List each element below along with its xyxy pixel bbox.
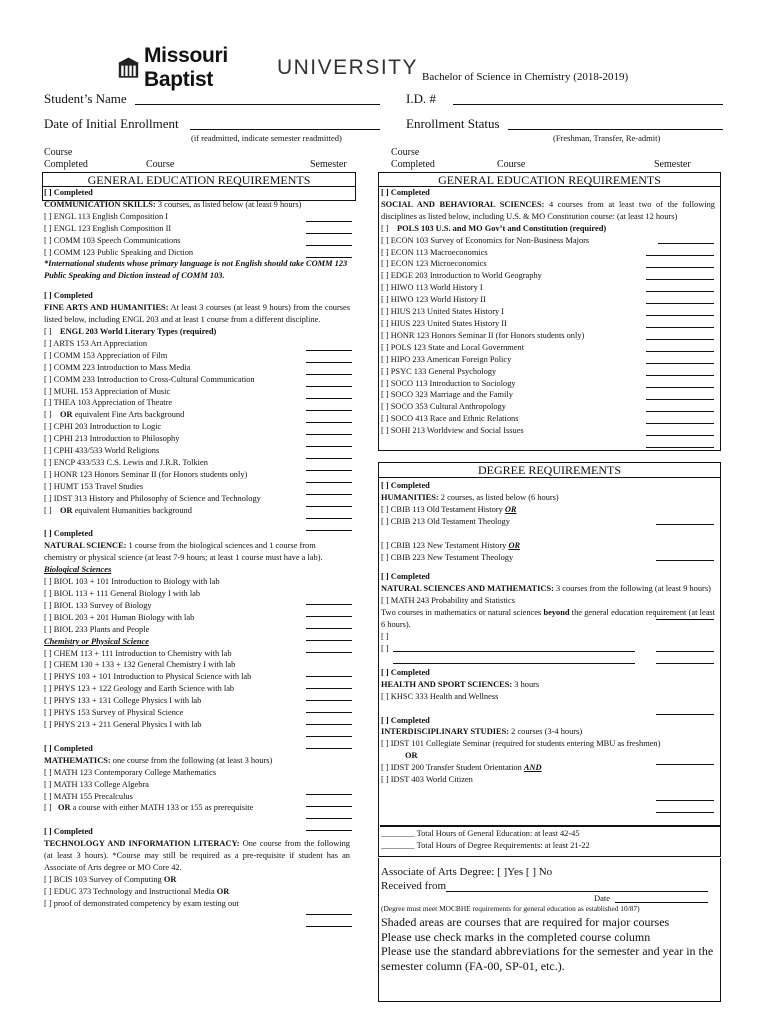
course-item[interactable]: [ ] CBIB 223 New Testament Theology bbox=[381, 552, 514, 562]
course-item[interactable]: [ ] SOCO 413 Race and Ethnic Relations bbox=[381, 414, 519, 424]
student-name-field[interactable] bbox=[135, 92, 380, 105]
semester-blank[interactable] bbox=[656, 619, 714, 620]
course-item[interactable]: [ ] PHYS 153 Survey of Physical Science bbox=[44, 708, 184, 718]
course-item[interactable]: [ ] ENCP 433/533 C.S. Lewis and J.R.R. Tolkien bbox=[44, 457, 208, 467]
course-item[interactable]: [ ] COMM 123 Public Speaking and Diction bbox=[44, 247, 194, 257]
semester-blank[interactable] bbox=[306, 736, 352, 737]
course-item[interactable]: [ ] IDST 403 World Citizen bbox=[381, 775, 473, 785]
or-label: OR bbox=[405, 751, 418, 761]
course-item-required[interactable]: [ ] POLS 103 U.S. and MO Gov’t and Constitution (required) bbox=[381, 223, 607, 233]
semester-blank[interactable] bbox=[306, 688, 352, 689]
semester-blank[interactable] bbox=[306, 926, 352, 927]
course-item[interactable]: [ ] ENGL 123 English Composition II bbox=[44, 223, 172, 233]
semester-blank[interactable] bbox=[306, 748, 352, 749]
course-item-or[interactable]: [ ] OR a course with either MATH 133 or 155 as prerequisite bbox=[44, 803, 254, 813]
comm-heading: COMMUNICATION SKILLS: 3 courses, as listed below (at least 9 hours) bbox=[44, 199, 302, 209]
course-item[interactable]: [ ] HIPO 233 American Foreign Policy bbox=[381, 354, 512, 364]
subsection-label: Biological Sciences bbox=[44, 565, 112, 575]
semester-blank[interactable] bbox=[646, 363, 714, 364]
course-blank[interactable] bbox=[393, 663, 635, 664]
date-label: Date bbox=[594, 893, 611, 903]
interdisciplinary-heading: INTERDISCIPLINARY STUDIES: 2 courses (3-4 hours) bbox=[381, 727, 583, 737]
semester-blank[interactable] bbox=[656, 663, 714, 664]
semester-blank[interactable] bbox=[306, 830, 352, 831]
subsection-label: Chemistry or Physical Science bbox=[44, 636, 149, 646]
logo-text-strong: Missouri Baptist bbox=[143, 44, 228, 91]
semester-blank[interactable] bbox=[646, 423, 714, 424]
semester-blank[interactable] bbox=[306, 640, 352, 641]
semester-blank[interactable] bbox=[306, 233, 352, 234]
nsm-heading: NATURAL SCIENCES AND MATHEMATICS: 3 courses from the following (at least 9 hours) bbox=[381, 584, 711, 594]
totals bbox=[381, 828, 715, 852]
completed-checkbox[interactable]: [ ] Completed bbox=[381, 188, 430, 197]
course-item[interactable]: [ ] CHEM 130 + 133 + 132 General Chemistry I with lab bbox=[44, 660, 236, 670]
humanities-heading: HUMANITIES: 2 courses, as listed below (6 hours) bbox=[381, 492, 559, 502]
date-enroll-field[interactable] bbox=[190, 117, 380, 130]
semester-blank[interactable] bbox=[306, 530, 352, 531]
semester-blank[interactable] bbox=[306, 386, 352, 387]
student-name-label: Student’s Name bbox=[44, 91, 127, 106]
semester-blank[interactable] bbox=[306, 616, 352, 617]
semester-blank[interactable] bbox=[306, 350, 352, 351]
semester-blank[interactable] bbox=[646, 315, 714, 316]
degree-req-header: DEGREE REQUIREMENTS bbox=[378, 462, 721, 477]
gen-ed-header: GENERAL EDUCATION REQUIREMENTS bbox=[42, 172, 356, 187]
course-item[interactable]: [ ] BIOL 103 + 101 Introduction to Biology with lab bbox=[44, 577, 220, 587]
status-field[interactable] bbox=[508, 117, 723, 130]
course-item-or[interactable]: [ ] OR equivalent Fine Arts background bbox=[44, 410, 185, 420]
semester-blank[interactable] bbox=[646, 387, 714, 388]
course-item[interactable]: [ ] IDST 101 Collegiate Seminar (required for students entering MBU as freshmen) bbox=[381, 739, 661, 749]
course-item[interactable]: [ ] HIWO 123 World History II bbox=[381, 295, 486, 305]
semester-blank[interactable] bbox=[306, 398, 352, 399]
total-gen-ed[interactable]: ________ Total Hours of General Education: at least 42-45 bbox=[381, 829, 580, 838]
course-item[interactable]: [ ] PHYS 133 + 131 College Physics I with lab bbox=[44, 696, 202, 706]
status-hint: (Freshman, Transfer, Re-admit) bbox=[553, 133, 661, 143]
completed-checkbox[interactable]: [ ] Completed bbox=[381, 667, 430, 677]
semester-blank[interactable] bbox=[306, 518, 352, 519]
completed-checkbox[interactable]: [ ] Completed bbox=[44, 743, 93, 753]
completed-checkbox[interactable]: [ ] Completed bbox=[381, 572, 430, 582]
course-item[interactable]: [ ] PSYC 133 General Psychology bbox=[381, 366, 497, 376]
left-column bbox=[44, 187, 350, 910]
semester-blank[interactable] bbox=[658, 243, 714, 244]
semester-blank[interactable] bbox=[646, 375, 714, 376]
semester-blank[interactable] bbox=[306, 434, 352, 435]
math-heading: MATHEMATICS: one course from the following (at least 3 hours) bbox=[44, 755, 273, 765]
course-item[interactable]: [ ] KHSC 333 Health and Wellness bbox=[381, 691, 499, 701]
readmit-hint: (if readmitted, indicate semester readmitted) bbox=[191, 133, 342, 143]
completed-checkbox[interactable]: [ ] Completed bbox=[381, 715, 430, 725]
course-item-required[interactable]: [ ] ENGL 203 World Literary Types (required) bbox=[44, 326, 217, 336]
col-head-semester: Semester bbox=[310, 159, 347, 170]
semester-blank[interactable] bbox=[646, 351, 714, 352]
semester-blank[interactable] bbox=[306, 652, 352, 653]
course-item[interactable]: [ ] SOCO 353 Cultural Anthropology bbox=[381, 402, 506, 412]
course-item[interactable]: [ ] BIOL 233 Plants and People bbox=[44, 624, 150, 634]
course-item[interactable]: [ ] HONR 123 Honors Seminar II (for Honors students only) bbox=[381, 330, 585, 340]
course-item[interactable]: [ ] CBIB 213 Old Testament Theology bbox=[381, 516, 510, 526]
semester-blank[interactable] bbox=[306, 494, 352, 495]
semester-blank[interactable] bbox=[306, 482, 352, 483]
semester-blank[interactable] bbox=[306, 245, 352, 246]
semester-blank[interactable] bbox=[306, 362, 352, 363]
associate-degree[interactable]: Associate of Arts Degree: [ ]Yes [ ] No bbox=[381, 866, 553, 878]
semester-blank[interactable] bbox=[646, 411, 714, 412]
course-item[interactable]: [ ] PHYS 123 + 122 Geology and Earth Science with lab bbox=[44, 684, 235, 694]
semester-blank[interactable] bbox=[656, 560, 714, 561]
course-item[interactable]: [ ] proof of demonstrated competency by exam testing out bbox=[44, 898, 239, 908]
course-item[interactable]: [ ] SOHI 213 Worldview and Social Issues bbox=[381, 426, 524, 436]
course-item[interactable]: [ ] COMM 103 Speech Communications bbox=[44, 235, 181, 245]
course-item[interactable]: [ ] HIUS 223 United States History II bbox=[381, 318, 507, 328]
course-item[interactable]: [ ] MUHL 153 Appreciation of Music bbox=[44, 386, 171, 396]
course-item[interactable]: [ ] CPHI 203 Introduction to Logic bbox=[44, 422, 162, 432]
semester-blank[interactable] bbox=[306, 676, 352, 677]
course-item[interactable]: [ ] BIOL 113 + 111 General Biology I with lab bbox=[44, 589, 201, 598]
footer-frame bbox=[378, 858, 721, 1002]
course-item[interactable]: [ ] HIWO 113 World History I bbox=[381, 283, 483, 293]
gen-ed-header: GENERAL EDUCATION REQUIREMENTS bbox=[378, 172, 721, 187]
instruction-line: Shaded areas are courses that are required for major courses bbox=[381, 915, 670, 929]
instruction-line: Please use check marks in the completed course column bbox=[381, 929, 651, 944]
semester-blank[interactable] bbox=[306, 446, 352, 447]
course-item[interactable]: [ ] MATH 133 College Algebra bbox=[44, 779, 149, 789]
course-item[interactable]: [ ] COMM 223 Introduction to Mass Media bbox=[44, 362, 191, 372]
semester-blank[interactable] bbox=[646, 279, 714, 280]
semester-blank[interactable] bbox=[656, 800, 714, 801]
course-item[interactable]: [ ] bbox=[381, 643, 389, 653]
international-note: *International students whose primary language is not English should take COMM 123 Public Speaking and Diction instead of COMM 103. bbox=[44, 259, 348, 281]
course-item[interactable]: [ ] ECON 113 Macroeconomics bbox=[381, 247, 488, 257]
semester-blank[interactable] bbox=[646, 339, 714, 340]
course-item[interactable]: [ ] ENGL 113 English Composition I bbox=[44, 211, 169, 221]
course-item[interactable]: [ ] CPHI 213 Introduction to Philosophy bbox=[44, 434, 180, 444]
received-from-label: Received from bbox=[381, 880, 447, 892]
course-item[interactable]: [ ] ECON 103 Survey of Economics for Non-Business Majors bbox=[381, 235, 590, 245]
university-logo bbox=[118, 44, 418, 91]
mocbhe-note: (Degree must meet MOCBHE requirements for general education as established 10/87) bbox=[381, 904, 640, 913]
date-enroll-label: Date of Initial Enrollment bbox=[44, 116, 179, 131]
semester-blank[interactable] bbox=[646, 435, 714, 436]
col-head-semester: Semester bbox=[654, 159, 691, 170]
course-item[interactable]: [ ] COMM 233 Introduction to Cross-Cultural Communication bbox=[44, 374, 255, 384]
course-item[interactable]: [ ] CHEM 113 + 111 Introduction to Chemistry with lab bbox=[44, 648, 232, 658]
logo-text-light: UNIVERSITY bbox=[276, 56, 418, 79]
right-column-degree bbox=[381, 480, 715, 786]
col-head-course: Course bbox=[497, 159, 526, 170]
course-item[interactable]: [ ] IDST 313 History and Philosophy of Science and Technology bbox=[44, 493, 261, 503]
col-head-completed: Course Completed bbox=[44, 147, 88, 170]
health-heading: HEALTH AND SPORT SCIENCES: 3 hours bbox=[381, 679, 540, 689]
course-item[interactable]: [ ] MATH 155 Precalculus bbox=[44, 791, 133, 801]
natural-science-heading: NATURAL SCIENCE: 1 course from the biological sciences and 1 course from chemistry or physical science (at least 7-9 hours; at least 1 course must have a lab). bbox=[44, 541, 323, 563]
semester-blank[interactable] bbox=[646, 327, 714, 328]
course-item[interactable]: [ ] SOCO 323 Marriage and the Family bbox=[381, 390, 513, 400]
course-item[interactable]: [ ] COMM 153 Appreciation of Film bbox=[44, 350, 168, 360]
course-blank[interactable] bbox=[393, 651, 635, 652]
col-head-course: Course bbox=[146, 159, 175, 170]
course-item[interactable]: [ ] MATH 243 Probability and Statistics bbox=[381, 596, 515, 606]
semester-blank[interactable] bbox=[306, 410, 352, 411]
course-item[interactable]: [ ] CPHI 433/533 World Religions bbox=[44, 446, 160, 456]
semester-blank[interactable] bbox=[306, 818, 352, 819]
semester-blank[interactable] bbox=[646, 303, 714, 304]
semester-blank[interactable] bbox=[306, 374, 352, 375]
semester-blank[interactable] bbox=[646, 267, 714, 268]
course-item[interactable]: [ ] CBIB 123 New Testament History OR bbox=[381, 540, 521, 550]
semester-blank[interactable] bbox=[306, 506, 352, 507]
completed-checkbox[interactable]: [ ] Completed bbox=[44, 291, 93, 301]
course-item[interactable]: [ ] MATH 123 Contemporary College Mathematics bbox=[44, 767, 217, 777]
course-item[interactable]: [ ] BIOL 203 + 201 Human Biology with lab bbox=[44, 612, 195, 622]
course-item[interactable]: [ ] HONR 123 Honors Seminar II (for Honors students only) bbox=[44, 469, 248, 479]
course-item[interactable]: [ ] ARTS 153 Art Appreciation bbox=[44, 338, 148, 348]
course-item[interactable]: [ ] IDST 200 Transfer Student Orientation AND bbox=[381, 763, 542, 773]
social-heading: SOCIAL AND BEHAVIORAL SCIENCES: 4 courses from at least two of the following disciplines as listed below, including U.S. & MO Constitution course: (at least 12 hours) bbox=[381, 199, 715, 221]
course-item[interactable]: [ ] CBIB 113 Old Testament History OR bbox=[381, 504, 517, 514]
tech-heading: TECHNOLOGY AND INFORMATION LITERACY: One course from the following (at least 3 hours). *Course may still be required as a pre-requisite if student has an Associate of Arts degree or MO Core 42. bbox=[44, 839, 350, 873]
semester-blank[interactable] bbox=[306, 806, 352, 807]
course-item[interactable]: [ ] PHYS 213 + 211 General Physics I with lab bbox=[44, 719, 202, 729]
semester-blank[interactable] bbox=[646, 255, 714, 256]
divider bbox=[380, 825, 720, 827]
course-item[interactable]: [ ] HUMT 153 Travel Studies bbox=[44, 481, 144, 491]
id-field[interactable] bbox=[453, 92, 723, 105]
status-label: Enrollment Status bbox=[406, 116, 500, 131]
semester-blank[interactable] bbox=[306, 700, 352, 701]
semester-blank[interactable] bbox=[306, 257, 352, 258]
semester-blank[interactable] bbox=[306, 794, 352, 795]
semester-blank[interactable] bbox=[656, 524, 714, 525]
semester-blank[interactable] bbox=[646, 291, 714, 292]
id-label: I.D. # bbox=[406, 91, 436, 106]
completed-checkbox[interactable]: [ ] Completed bbox=[381, 481, 430, 490]
semester-blank[interactable] bbox=[656, 812, 714, 813]
semester-blank[interactable] bbox=[306, 712, 352, 713]
course-item[interactable]: [ ] POLS 123 State and Local Government bbox=[381, 342, 525, 352]
building-icon bbox=[118, 55, 139, 81]
semester-blank[interactable] bbox=[656, 651, 714, 652]
col-head-completed: Course Completed bbox=[391, 147, 435, 170]
semester-blank[interactable] bbox=[656, 764, 714, 765]
course-item[interactable]: [ ] EDUC 373 Technology and Instructional Media OR bbox=[44, 886, 230, 896]
course-item[interactable]: [ ] SOCO 113 Introduction to Sociology bbox=[381, 378, 516, 388]
semester-blank[interactable] bbox=[306, 470, 352, 471]
semester-blank[interactable] bbox=[646, 399, 714, 400]
course-item[interactable]: [ ] ECON 123 Microeconomics bbox=[381, 259, 487, 269]
completed-checkbox[interactable]: [ ] Completed bbox=[44, 827, 93, 837]
course-item[interactable]: [ ] HIUS 213 United States History I bbox=[381, 307, 505, 317]
course-item[interactable]: [ ] bbox=[381, 631, 389, 641]
course-item[interactable]: [ ] THEA 103 Appreciation of Theatre bbox=[44, 398, 173, 408]
semester-blank[interactable] bbox=[306, 724, 352, 725]
course-item-or[interactable]: [ ] OR equivalent Humanities background bbox=[44, 505, 192, 515]
program-title: Bachelor of Science in Chemistry (2018-2019) bbox=[422, 71, 629, 83]
completed-checkbox[interactable]: [ ] Completed bbox=[44, 188, 93, 197]
semester-blank[interactable] bbox=[306, 458, 352, 459]
instruction-line: Please use the standard abbreviations for the semester and year in the semester column (FA-00, SP-01, etc.). bbox=[381, 944, 714, 973]
course-item[interactable]: [ ] PHYS 103 + 101 Introduction to Physical Science with lab bbox=[44, 672, 252, 682]
fine-arts-heading: FINE ARTS AND HUMANITIES: At least 3 courses (at least 9 hours) from the courses listed below, including ENGL 203 and at least 1 course from a different discipline. bbox=[44, 303, 350, 325]
semester-blank[interactable] bbox=[646, 447, 714, 448]
total-degree[interactable]: ________ Total Hours of Degree Requirements: at least 21-22 bbox=[381, 840, 590, 850]
semester-blank[interactable] bbox=[306, 604, 352, 605]
semester-blank[interactable] bbox=[306, 914, 352, 915]
semester-blank[interactable] bbox=[306, 628, 352, 629]
semester-blank[interactable] bbox=[306, 221, 352, 222]
course-item[interactable]: [ ] EDGE 203 Introduction to World Geography bbox=[381, 271, 542, 281]
nsm-note: Two courses in mathematics or natural sciences beyond the general education requirement (at least 6 hours). bbox=[381, 608, 715, 630]
semester-blank[interactable] bbox=[656, 714, 714, 715]
course-item[interactable]: [ ] BCIS 103 Survey of Computing OR bbox=[44, 874, 177, 884]
semester-blank[interactable] bbox=[306, 422, 352, 423]
course-item[interactable]: [ ] BIOL 133 Survey of Biology bbox=[44, 600, 152, 610]
completed-checkbox[interactable]: [ ] Completed bbox=[44, 529, 93, 539]
